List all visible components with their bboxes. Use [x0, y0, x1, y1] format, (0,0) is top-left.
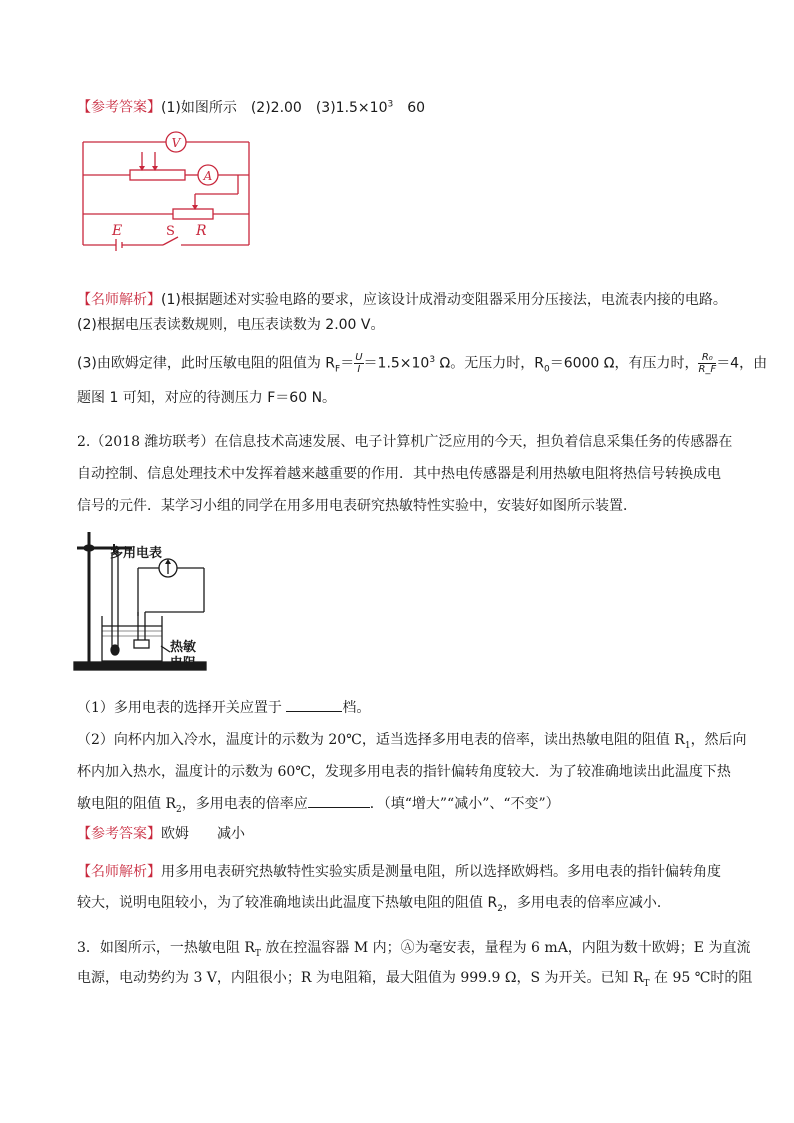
analysis-tag: 【名师解析】 — [77, 292, 161, 308]
ammeter-label: A — [203, 169, 213, 183]
fraction-u-over-i: $\frac{U}{I}$ — [355, 352, 363, 376]
answer-blank-1[interactable] — [286, 699, 342, 712]
analysis-line-2: (2)根据电压表读数规则，电压表读数为 2.00 V。 — [77, 317, 385, 333]
fraction-r0-over-rf: $\frac{\text{R₀}}{R\_F}$ — [698, 352, 717, 376]
analysis-line-1: 【名师解析】(1)根据题述对实验电路的要求，应该设计成滑动变阻器采用分压接法，电流表内接的电路。 — [77, 292, 727, 308]
sub-question-1: （1）多用电表的选择开关应置于 档。 — [77, 700, 371, 716]
question-2-line-2: 自动控制、信息处理技术中发挥着越来越重要的作用．其中热电传感器是利用热敏电阻将热信号转换成电 — [77, 466, 721, 482]
question-3-line-2: 电源，电动势约为 3 V，内阻很小；R 为电阻箱，最大阻值为 999.9 Ω，S 为开关。已知 $R_T$ 在 95 ℃时的阻 — [77, 970, 753, 989]
answer-blank-2[interactable] — [308, 795, 370, 808]
emf-label: E — [112, 223, 123, 239]
answer-text: (1)如图所示 (2)2.00 $(3)1.5\times 10^3$ 60 — [161, 99, 426, 116]
question-3-line-1: 3．如图所示，一热敏电阻 $R_T$ 放在控温容器 M 内；Ⓐ为毫安表，量程为 6 mA，内阻为数十欧姆；E 为直流 — [77, 940, 751, 959]
sub-question-2-line-3: 敏电阻的阻值 $R_2$，多用电表的倍率应 ．（填“增大”“减小”、“不变”） — [77, 796, 560, 815]
analysis-2-line-1: 【名师解析】用多用电表研究热敏特性实验实质是测量电阻，所以选择欧姆档。多用电表的指针偏转角度 — [77, 864, 721, 880]
analysis-tag: 【名师解析】 — [77, 864, 161, 880]
circuit-diagram — [78, 128, 258, 258]
switch-label: S — [166, 224, 175, 239]
answer-tag: 【参考答案】 — [77, 99, 161, 116]
sub-question-2-line-2: 杯内加入热水，温度计的示数为 60℃，发现多用电表的指针偏转角度较大．为了较准确地读出此温度下热 — [77, 764, 731, 780]
analysis-2-line-2: 较大，说明电阻较小，为了较准确地读出此温度下热敏电阻的阻值 $R_2$，多用电表的倍率应减小． — [77, 895, 671, 914]
meter-label: 多用电表 — [110, 546, 163, 561]
answer-tag: 【参考答案】 — [77, 826, 161, 842]
sub-question-2-line-1: （2）向杯内加入冷水，温度计的示数为 20℃，适当选择多用电表的倍率，读出热敏电阻的阻值 $R_1$，然后向 — [77, 732, 747, 751]
voltmeter-label: V — [171, 136, 181, 150]
resistor-label: R — [196, 223, 207, 239]
question-2-line-1: 2.（2018 潍坊联考）在信息技术高速发展、电子计算机广泛应用的今天，担负着信息采集任务的传感器在 — [77, 434, 733, 450]
question-2-line-3: 信号的元件．某学习小组的同学在用多用电表研究热敏特性实验中，安装好如图所示装置． — [77, 498, 637, 514]
answer-line-2: 【参考答案】欧姆 减小 — [77, 826, 245, 842]
thermistor-label: 热敏 电阻 — [170, 640, 197, 671]
answer-line-1 — [77, 94, 425, 118]
analysis-line-3: (3)由欧姆定律，此时压敏电阻的阻值为 $R_F=$ $\frac{U}{I}$ $=1.5\times 10^3$ Ω。无压力时，$R_0=6000$ Ω，有压力时， $\frac{\text{R₀}}{R\_F}$ ＝4，由 — [77, 352, 768, 376]
analysis-line-4: 题图 1 可知，对应的待测压力 F＝60 N。 — [77, 390, 337, 406]
